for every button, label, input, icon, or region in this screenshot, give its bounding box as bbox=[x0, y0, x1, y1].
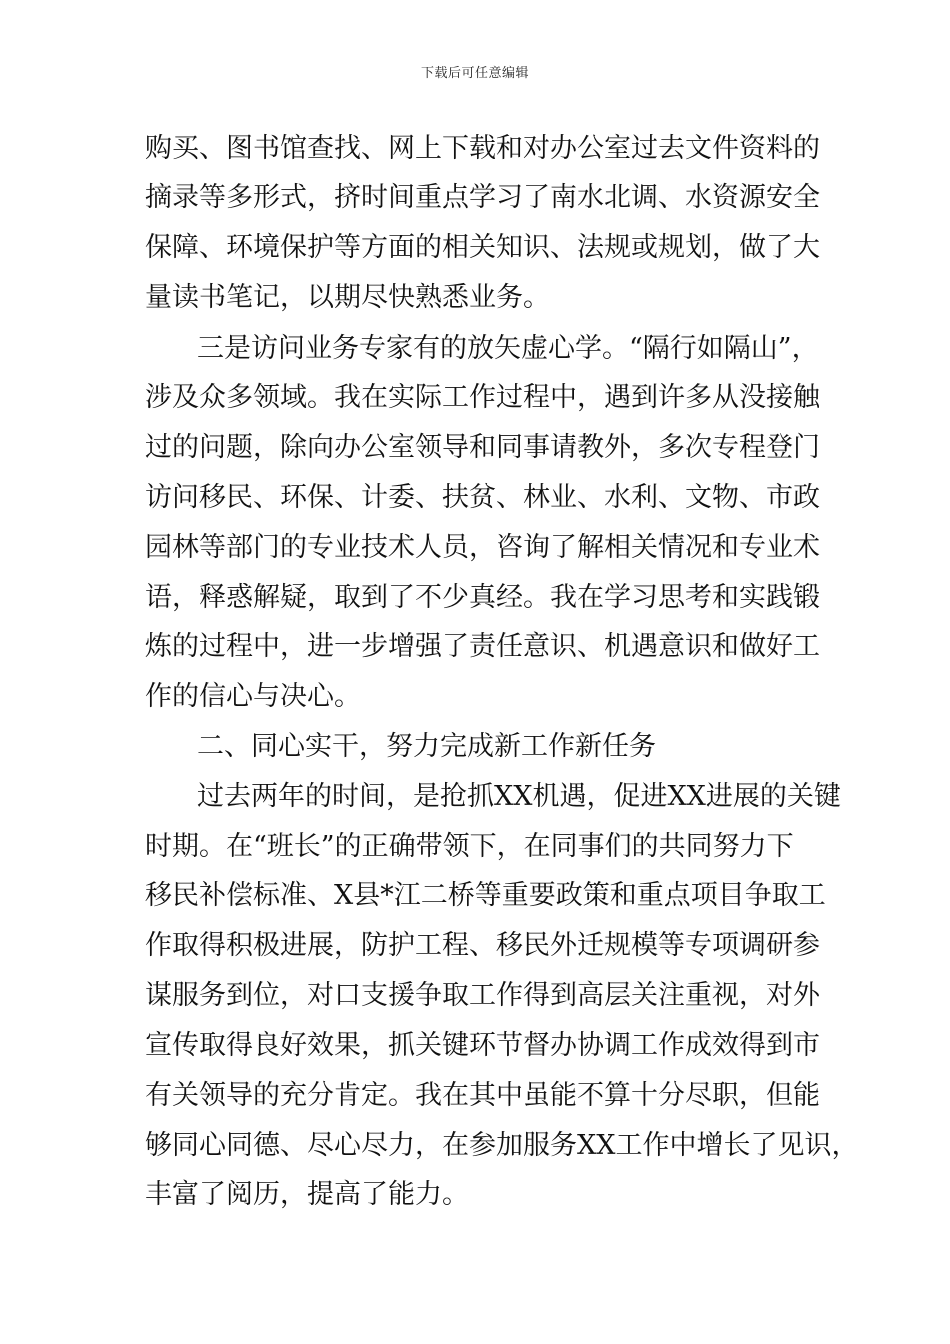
text-line: 作取得积极进展，防护工程、移民外迁规模等专项调研参 bbox=[145, 930, 820, 961]
page-header: 下载后可任意编辑 bbox=[420, 66, 529, 81]
text-line: 够同心同德、尽心尽力，在参加服务XX工作中增长了见识， bbox=[145, 1130, 859, 1161]
text-line: 保障、环境保护等方面的相关知识、法规或规划，做了大 bbox=[145, 232, 820, 263]
text-line: 购买、图书馆查找、网上下载和对办公室过去文件资料的 bbox=[145, 133, 820, 164]
text-line: 过的问题，除向办公室领导和同事请教外，多次专程登门 bbox=[145, 432, 820, 463]
text-line: 有关领导的充分肯定。我在其中虽能不算十分尽职，但能 bbox=[145, 1080, 820, 1111]
text-line: 宣传取得良好效果，抓关键环节督办协调工作成效得到市 bbox=[145, 1030, 820, 1061]
text-line: 量读书笔记，以期尽快熟悉业务。 bbox=[145, 282, 550, 313]
text-line: 语，释惑解疑，取到了不少真经。我在学习思考和实践锻 bbox=[145, 582, 820, 613]
section-heading: 二、同心实干，努力完成新工作新任务 bbox=[197, 731, 656, 762]
text-line: 谋服务到位，对口支援争取工作得到高层关注重视，对外 bbox=[145, 980, 820, 1011]
paragraph-start: 过去两年的时间，是抢抓XX机遇，促进XX进展的关键 bbox=[197, 781, 841, 812]
paragraph-start: 三是访问业务专家有的放矢虚心学。“隔行如隔山”， bbox=[197, 333, 819, 364]
text-line: 炼的过程中，进一步增强了责任意识、机遇意识和做好工 bbox=[145, 631, 820, 662]
text-line: 移民补偿标准、X县*江二桥等重要政策和重点项目争取工 bbox=[145, 880, 826, 911]
text-line: 涉及众多领域。我在实际工作过程中，遇到许多从没接触 bbox=[145, 382, 820, 413]
text-line: 作的信心与决心。 bbox=[145, 681, 361, 712]
text-line: 访问移民、环保、计委、扶贫、林业、水利、文物、市政 bbox=[145, 482, 820, 513]
text-line: 园林等部门的专业技术人员，咨询了解相关情况和专业术 bbox=[145, 532, 820, 563]
text-line: 摘录等多形式，挤时间重点学习了南水北调、水资源安全 bbox=[145, 182, 820, 213]
text-line: 时期。在“班长”的正确带领下，在同事们的共同努力下 bbox=[145, 831, 794, 862]
text-line: 丰富了阅历，提高了能力。 bbox=[145, 1179, 469, 1210]
